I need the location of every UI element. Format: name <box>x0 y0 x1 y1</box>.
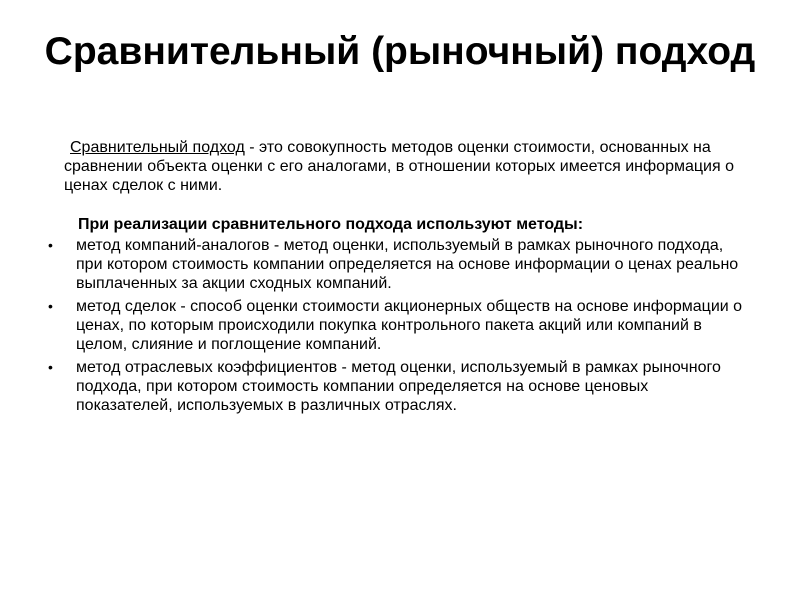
bullet-icon: • <box>48 359 53 375</box>
methods-heading: При реализации сравнительного подхода используют методы: <box>78 216 584 233</box>
slide-content <box>48 138 748 419</box>
bullet-icon: • <box>48 237 53 253</box>
bullet-icon: • <box>48 298 53 314</box>
intro-term: Сравнительный подход <box>70 139 245 156</box>
method-text: метод отраслевых коэффициентов - метод оценки, используемый в рамках рыночного подхода, при котором стоимость компании определяется на основе ценовых показателей, используемых в различных отраслях. <box>76 359 721 414</box>
intro-text: - это совокупность методов оценки стоимости, основанных на сравнении объекта оценки с его аналогами, в отношении которых имеется информация о ценах сделок с ними. <box>64 139 734 194</box>
method-item-comparable-companies <box>48 236 748 293</box>
method-item-industry-ratios <box>48 358 748 415</box>
method-item-transactions <box>48 297 748 354</box>
intro-paragraph <box>48 138 748 195</box>
methods-list <box>48 236 748 415</box>
slide-title: Сравнительный (рыночный) подход <box>44 30 756 73</box>
method-text: метод компаний-аналогов - метод оценки, используемый в рамках рыночного подхода, при котором стоимость компании определяется на основе информации о ценах реально выплаченных за акции сходных компаний. <box>76 237 739 292</box>
method-text: метод сделок - способ оценки стоимости акционерных обществ на основе информации о ценах, по которым происходили покупка контрольного пакета акций или компаний в целом, слияние и поглощение компаний. <box>76 298 743 353</box>
